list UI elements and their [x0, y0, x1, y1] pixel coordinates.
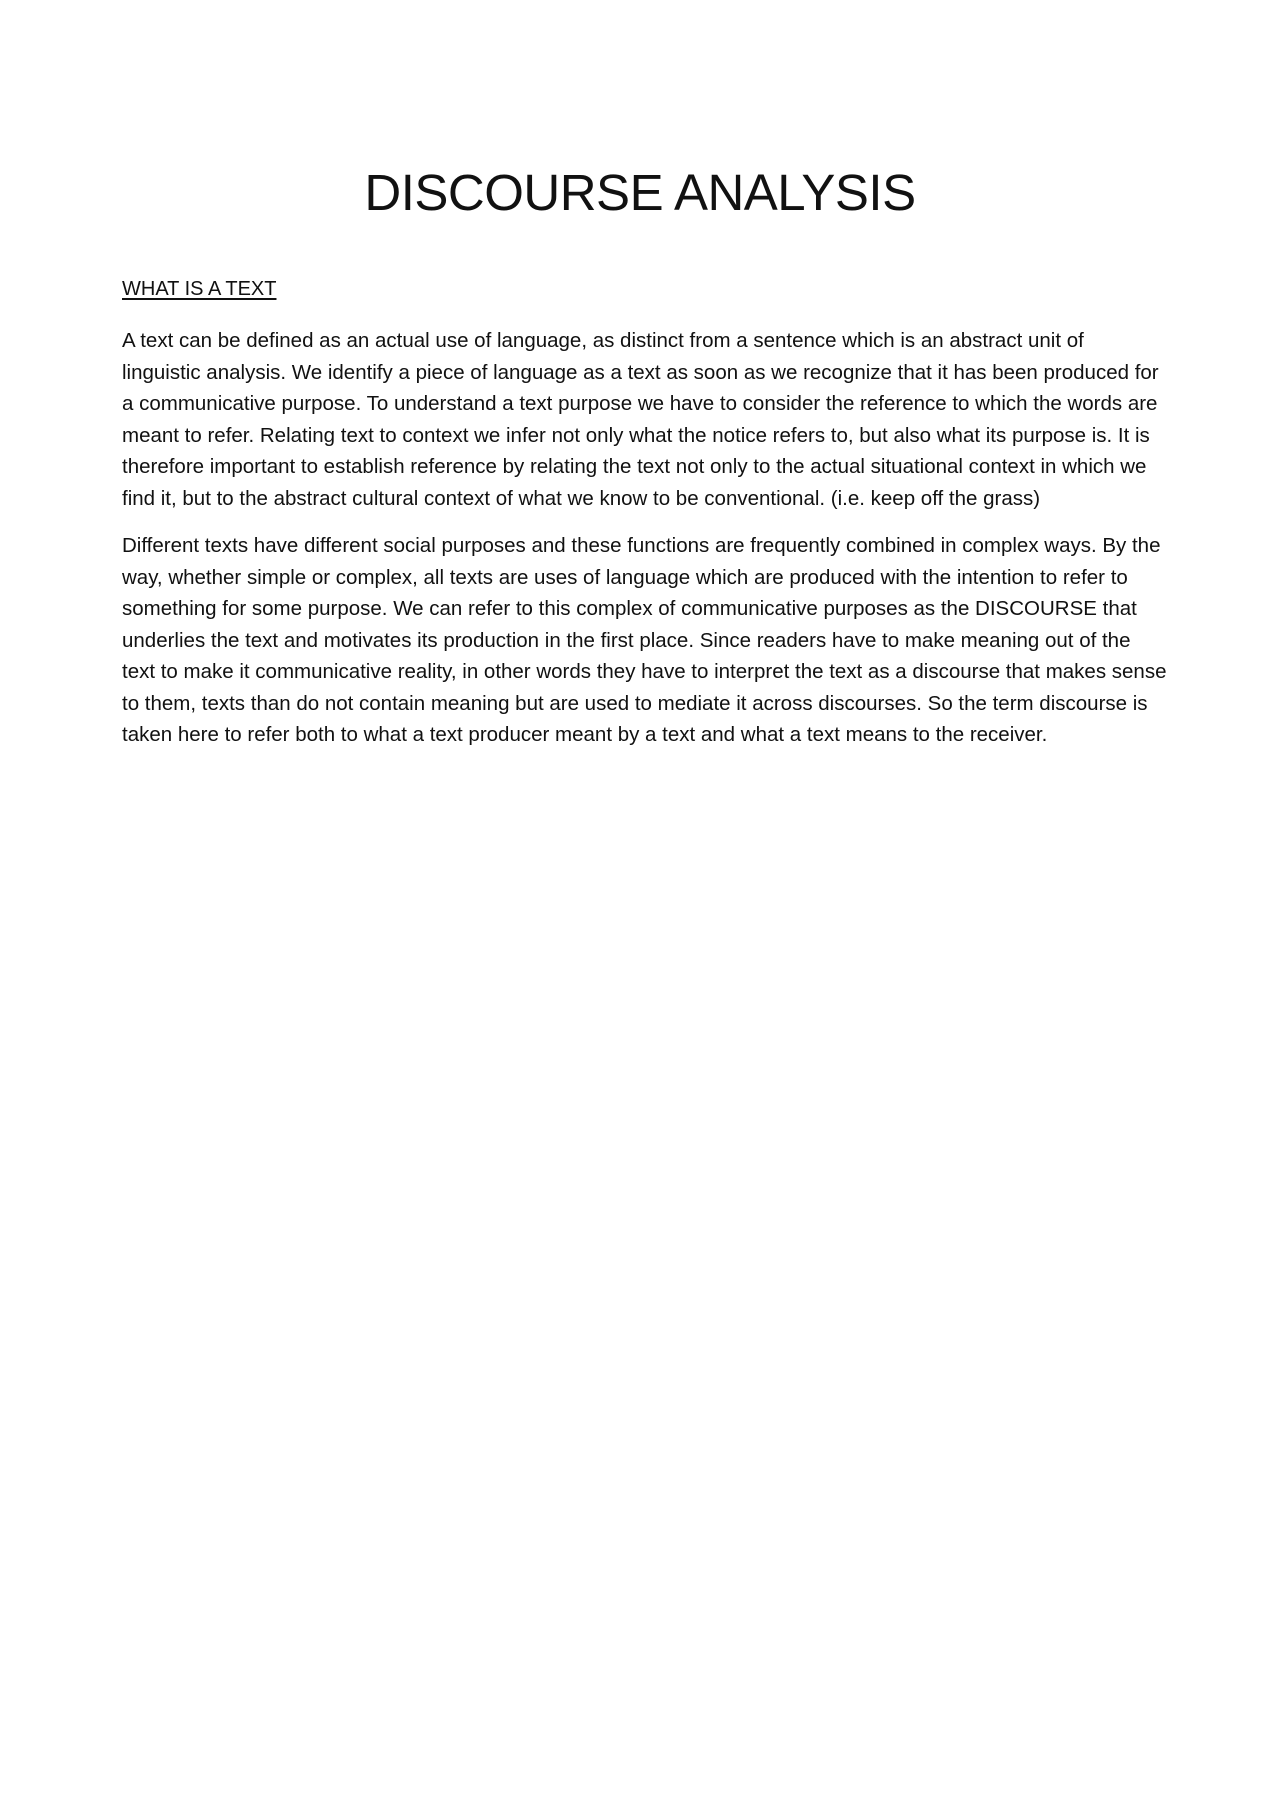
- paragraph-1: A text can be defined as an actual use of language, as distinct from a sentence which is an abstract unit of linguistic analysis. We identify a piece of language as a text as soon as we recognize that it has been produced for a communicative purpose. To understand a text purpose we have to consider the reference to which the words are meant to refer. Relating text to context we infer not only what the notice refers to, but also what its purpose is. It is therefore important to establish reference by relating the text not only to the actual situational context in which we find it, but to the abstract cultural context of what we know to be conventional. (i.e. keep off the grass): [122, 329, 1159, 510]
- section-heading: WHAT IS A TEXT: [122, 278, 277, 300]
- paragraph-2: Different texts have different social purposes and these functions are frequently combined in complex ways. By the way, whether simple or complex, all texts are uses of language which are produced with the intention to refer to something for some purpose. We can refer to this complex of communicative purposes as the DISCOURSE that underlies the text and motivates its production in the first place. Since readers have to make meaning out of the text to make it communicative reality, in other words they have to interpret the text as a discourse that makes sense to them, texts than do not contain meaning but are used to mediate it across discourses. So the term discourse is taken here to refer both to what a text producer meant by a text and what a text means to the receiver.: [122, 534, 1167, 746]
- page-title: DISCOURSE ANALYSIS: [364, 164, 916, 221]
- document-body: [122, 275, 1167, 767]
